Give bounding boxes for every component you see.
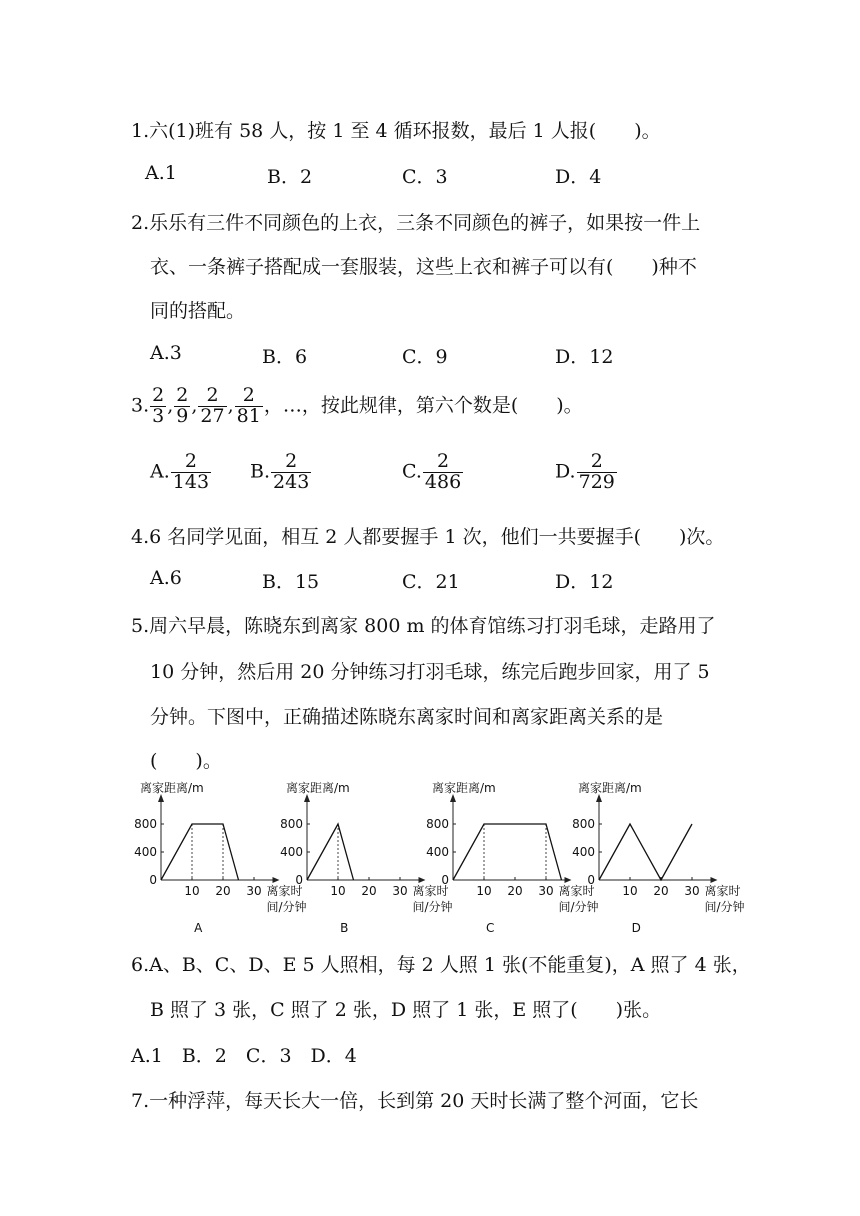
x-tick-label: 30: [246, 884, 262, 898]
x-axis-arrow: [273, 877, 280, 883]
y-tick-label: 0: [295, 873, 303, 887]
q2-option-a: A.3: [150, 342, 182, 364]
q6-stem-line-1: 6.A、B、C、D、E 5 人照相，每 2 人照 1 张(不能重复)，A 照了 4 张，: [131, 954, 751, 976]
q6-options: A.1 B．2 C．3 D．4: [131, 1045, 357, 1067]
q2-option-c: C．9: [402, 346, 448, 368]
x-tick-label: 30: [538, 884, 554, 898]
y-tick-label: 400: [426, 845, 449, 859]
series-line: [453, 824, 562, 880]
x-axis-label: 间/分钟: [558, 900, 599, 914]
y-axis-label: 离家距离/m: [286, 781, 350, 795]
q4-option-a: A.6: [150, 567, 182, 589]
y-axis-label: 离家距离/m: [140, 781, 204, 795]
chart-svg: [426, 778, 599, 938]
q3-option-c: C. $\frac{2}{486}$: [402, 450, 462, 493]
y-tick-label: 0: [587, 873, 595, 887]
q6-stem-line-2: B 照了 3 张，C 照了 2 张，D 照了 1 张，E 照了( )张。: [150, 999, 662, 1021]
chart-svg: [280, 778, 453, 938]
q3-fraction-2: $\frac{2}{9}$: [176, 384, 189, 427]
x-tick-label: 20: [653, 884, 669, 898]
y-tick-label: 0: [441, 873, 449, 887]
x-tick-label: 10: [622, 884, 638, 898]
y-tick-label: 0: [149, 873, 157, 887]
x-tick-label: 10: [184, 884, 200, 898]
q5-stem-line-1: 5.周六早晨，陈晓东到离家 800 m 的体育馆练习打羽毛球，走路用了: [131, 615, 716, 637]
y-axis-arrow: [450, 794, 456, 802]
x-tick-label: 20: [507, 884, 523, 898]
q4-option-c: C．21: [402, 571, 460, 593]
panel-label: D: [631, 921, 641, 935]
q3-option-b: B. $\frac{2}{243}$: [250, 450, 310, 493]
q2-stem-line-2: 衣、一条裤子搭配成一套服装，这些上衣和裤子可以有( )种不: [150, 256, 697, 278]
y-tick-label: 800: [426, 817, 449, 831]
q3-prefix: 3.: [131, 394, 150, 417]
q5-stem-line-2: 10 分钟，然后用 20 分钟练习打羽毛球，练完后跑步回家，用了 5: [150, 661, 710, 683]
chart-svg: [134, 778, 307, 938]
chart-b: [280, 778, 453, 943]
q4-option-b: B．15: [262, 571, 320, 593]
y-axis-arrow: [596, 794, 602, 802]
q3-option-a: A. $\frac{2}{143}$: [150, 450, 210, 493]
series-line: [161, 824, 239, 880]
panel-label: C: [486, 921, 495, 935]
q7-stem: 7.一种浮萍，每天长大一倍，长到第 20 天时长满了整个河面，它长: [131, 1090, 699, 1112]
x-axis-arrow: [711, 877, 718, 883]
y-tick-label: 400: [134, 845, 157, 859]
q4-option-d: D．12: [555, 571, 614, 593]
q1-stem: 1.六(1)班有 58 人，按 1 至 4 循环报数，最后 1 人报( )。: [131, 120, 661, 142]
x-axis-label: 离家时: [266, 884, 303, 898]
y-tick-label: 800: [134, 817, 157, 831]
x-axis-label: 间/分钟: [412, 900, 453, 914]
chart-d: [572, 778, 745, 943]
q3-fraction-3: $\frac{2}{27}$: [200, 384, 225, 427]
x-tick-label: 20: [215, 884, 231, 898]
y-axis-label: 离家距离/m: [578, 781, 642, 795]
x-axis-label: 间/分钟: [704, 900, 745, 914]
q1-option-b: B．2: [267, 166, 313, 188]
q2-stem-line-1: 2.乐乐有三件不同颜色的上衣，三条不同颜色的裤子，如果按一件上: [131, 212, 701, 234]
x-tick-label: 30: [392, 884, 408, 898]
q3-option-d: D. $\frac{2}{729}$: [555, 450, 615, 493]
q3-stem: 3. $\frac{2}{3}$ , $\frac{2}{9}$ , $\frac{2}{27}$ , $\frac{2}{81}$ ，…，按此规律，第六个数是( )。: [131, 384, 583, 427]
y-tick-label: 800: [280, 817, 303, 831]
x-axis-arrow: [419, 877, 426, 883]
q2-option-d: D．12: [555, 346, 614, 368]
x-tick-label: 30: [684, 884, 700, 898]
y-axis-arrow: [304, 794, 310, 802]
q4-stem: 4.6 名同学见面，相互 2 人都要握手 1 次，他们一共要握手( )次。: [131, 526, 725, 548]
y-axis-label: 离家距离/m: [432, 781, 496, 795]
q1-option-d: D．4: [555, 166, 602, 188]
x-axis-label: 离家时: [704, 884, 741, 898]
x-tick-label: 10: [330, 884, 346, 898]
series-line: [599, 824, 692, 880]
x-axis-label: 离家时: [558, 884, 595, 898]
q5-stem-line-3: 分钟。下图中，正确描述陈晓东离家时间和离家距离关系的是: [150, 706, 664, 728]
panel-label: A: [194, 921, 203, 935]
x-tick-label: 10: [476, 884, 492, 898]
q5-stem-line-4: ( )。: [150, 750, 222, 772]
q1-option-a: A.1: [145, 162, 177, 184]
chart-c: [426, 778, 599, 943]
q3-suffix: ，…，按此规律，第六个数是( )。: [263, 394, 583, 417]
y-tick-label: 400: [572, 845, 595, 859]
x-axis-label: 离家时: [412, 884, 449, 898]
q2-option-b: B．6: [262, 346, 308, 368]
chart-svg: [572, 778, 745, 938]
y-tick-label: 400: [280, 845, 303, 859]
q1-option-c: C．3: [402, 166, 448, 188]
q3-fraction-1: $\frac{2}{3}$: [152, 384, 165, 427]
series-line: [307, 824, 354, 880]
x-axis-label: 间/分钟: [266, 900, 307, 914]
y-tick-label: 800: [572, 817, 595, 831]
y-axis-arrow: [158, 794, 164, 802]
q2-stem-line-3: 同的搭配。: [150, 300, 246, 322]
q3-fraction-4: $\frac{2}{81}$: [236, 384, 261, 427]
panel-label: B: [340, 921, 349, 935]
x-axis-arrow: [565, 877, 572, 883]
x-tick-label: 20: [361, 884, 377, 898]
chart-a: [134, 778, 307, 943]
